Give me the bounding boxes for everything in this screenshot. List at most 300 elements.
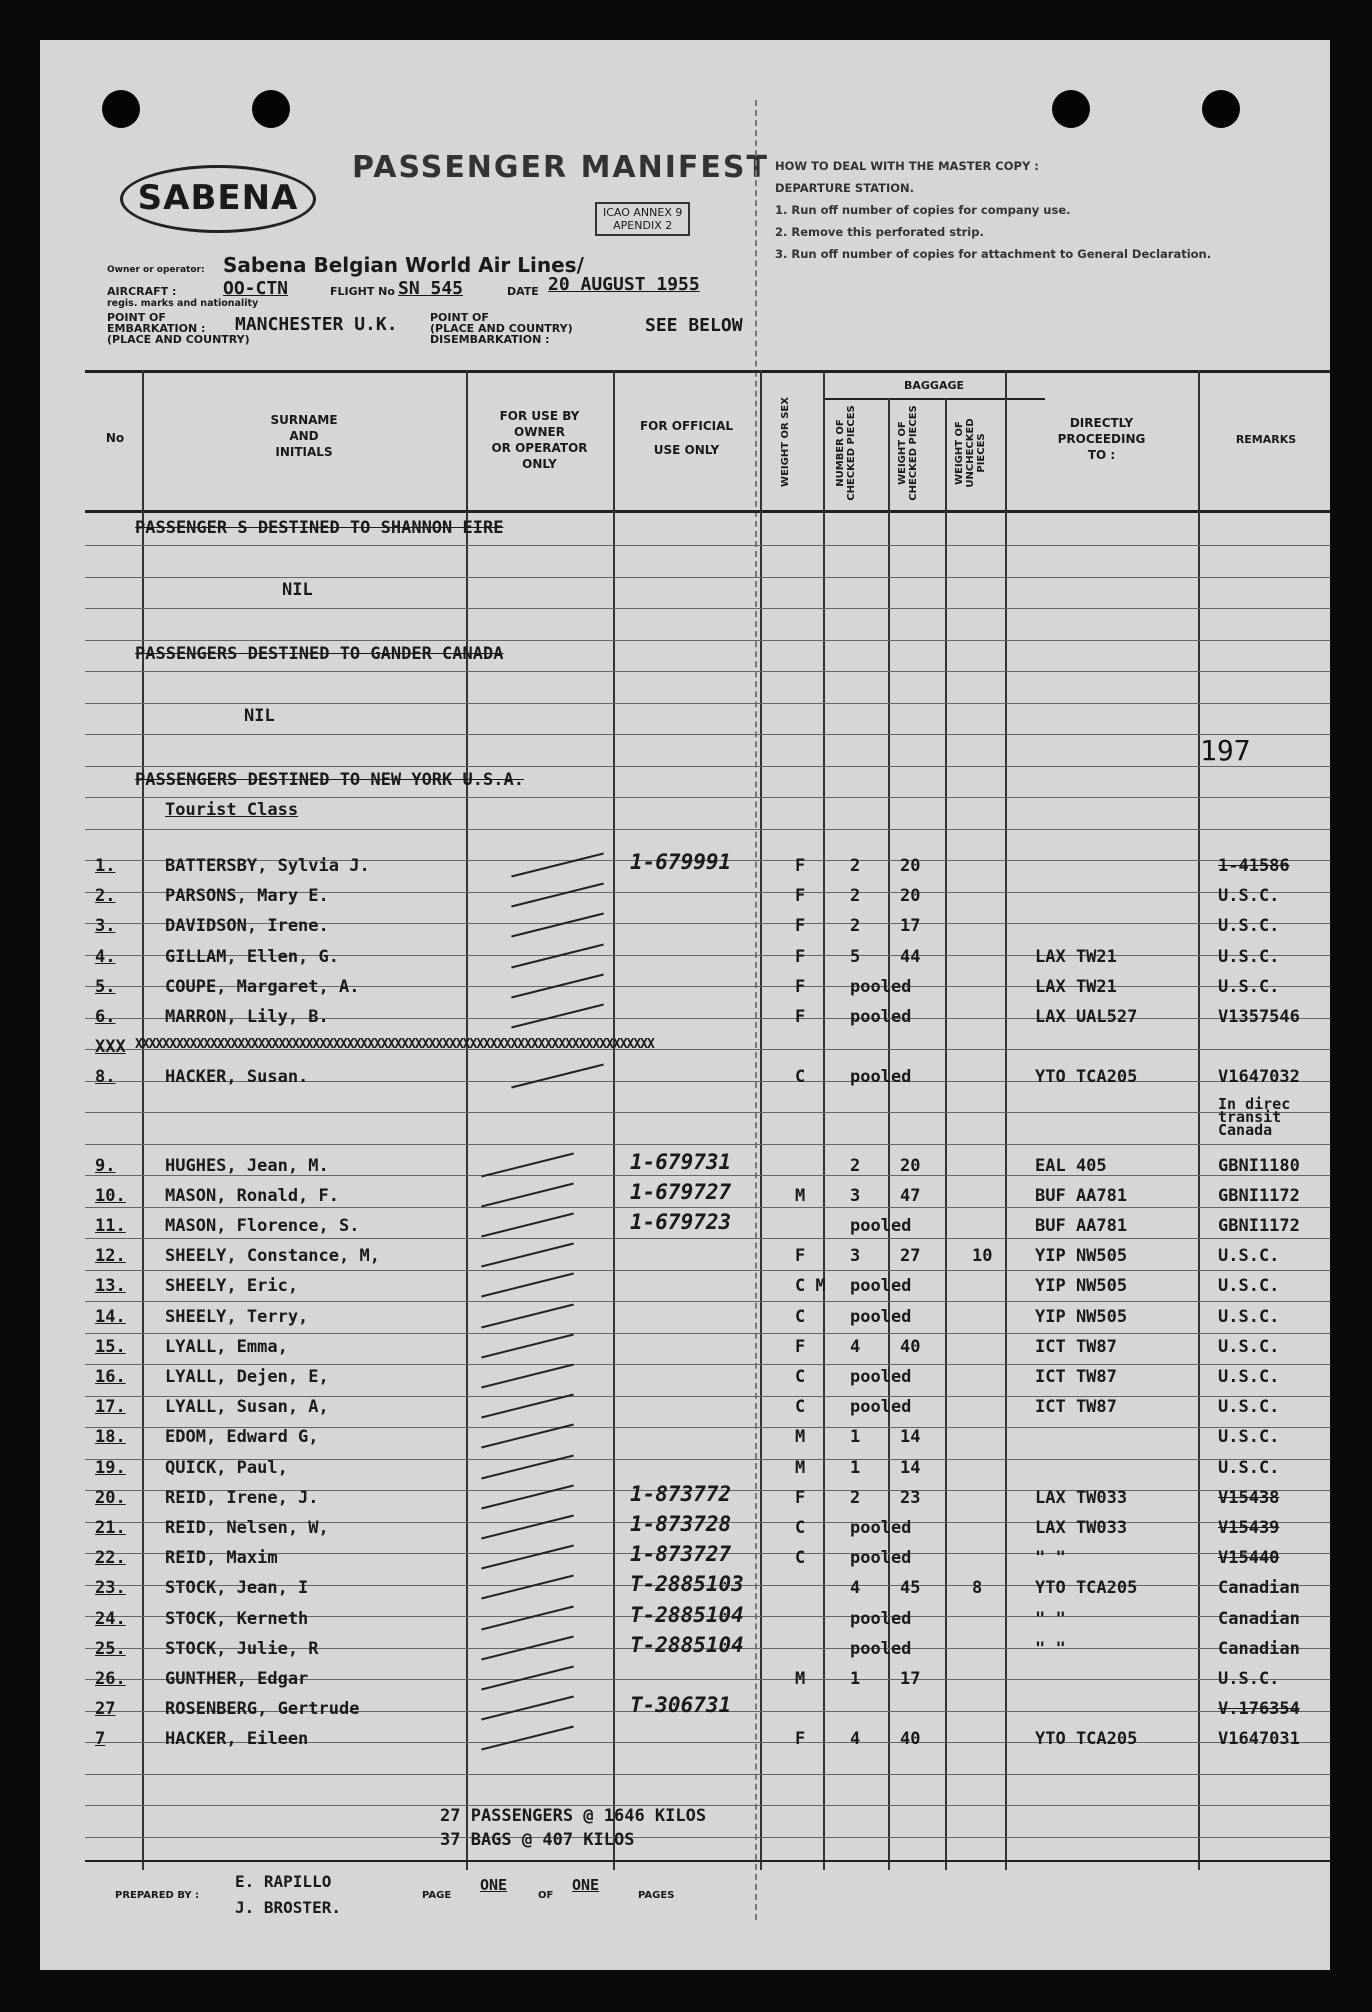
passenger-name: DAVIDSON, Irene. [165, 916, 329, 937]
remark: Canadian [1218, 1608, 1300, 1629]
owner-value: Sabena Belgian World Air Lines/ [223, 253, 584, 277]
row-number: 1. [95, 856, 116, 876]
checked-weight: 40 [900, 1729, 921, 1750]
col-header-remarks: REMARKS [1235, 433, 1297, 446]
instructions [775, 155, 1211, 265]
ticket-number: 1-873727 [630, 1542, 732, 1567]
passenger-name: QUICK, Paul, [165, 1457, 288, 1478]
proceeding-to: LAX UAL527 [1035, 1007, 1138, 1027]
weight-or-sex: C [795, 1548, 806, 1569]
row-rule [85, 1805, 1330, 1806]
check-mark [481, 1424, 574, 1449]
check-mark [511, 1004, 604, 1029]
proceeding-to: ICT TW87 [1035, 1367, 1117, 1387]
check-mark [481, 1303, 574, 1328]
weight-or-sex: F [795, 946, 806, 967]
weight-or-sex: C [795, 1367, 806, 1387]
col-header-official [613, 418, 760, 458]
proceeding-to: " " [1035, 1638, 1066, 1659]
check-mark [481, 1213, 574, 1238]
table-row [40, 1063, 1330, 1093]
col-header-line: DIRECTLY [1069, 416, 1134, 430]
ticket-number: 1-679991 [630, 850, 732, 874]
passenger-name: MARRON, Lily, B. [165, 1007, 329, 1027]
row-rule [85, 577, 1330, 578]
checked-weight: 14 [900, 1457, 921, 1478]
weight-or-sex: C [795, 1306, 806, 1327]
table-row [40, 1242, 1330, 1272]
col-header-line: AND [289, 429, 319, 443]
check-mark [481, 1484, 574, 1509]
table-row [40, 1423, 1330, 1453]
checked-pieces: 1 [850, 1457, 861, 1478]
footer-line [85, 1860, 1330, 1862]
prepared-name: E. RAPILLO [235, 1872, 332, 1891]
table-row [40, 1179, 1330, 1212]
checked-pieces: 1 [850, 1427, 861, 1448]
row-number: 24. [95, 1608, 126, 1629]
prepared-label: PREPARED BY : [115, 1890, 200, 1901]
checked-pieces: 4 [850, 1729, 861, 1750]
proceeding-to: ICT TW87 [1035, 1397, 1117, 1418]
check-mark [481, 1333, 574, 1358]
row-number: 19. [95, 1457, 126, 1478]
ticket-number: T-2885104 [630, 1602, 744, 1627]
remark: V1647031 [1218, 1729, 1300, 1750]
passenger-name: STOCK, Julie, R [165, 1638, 319, 1659]
proceeding-to: LAX TW21 [1035, 946, 1117, 967]
remark: U.S.C. [1218, 1457, 1280, 1478]
disembark-label [430, 312, 573, 345]
proceeding-to: BUF AA781 [1035, 1185, 1128, 1206]
page-title: PASSENGER MANIFEST [352, 150, 769, 185]
row-rule [85, 1837, 1330, 1838]
checked-pieces: pooled [850, 1638, 912, 1659]
table-row [40, 1363, 1330, 1393]
passenger-name: STOCK, Jean, I [165, 1578, 309, 1599]
passenger-name: SHEELY, Terry, [165, 1306, 309, 1327]
weight-or-sex: M [795, 1427, 806, 1448]
annex-line: APENDIX 2 [613, 219, 673, 232]
passenger-name: MASON, Ronald, F. [165, 1185, 339, 1206]
instruction-item: 1. Run off number of copies for company use. [775, 203, 1071, 217]
remark: GBNI1172 [1218, 1216, 1300, 1236]
passenger-name: MASON, Florence, S. [165, 1216, 360, 1236]
proceeding-to: LAX TW21 [1035, 976, 1117, 997]
section-shannon-nil: NIL [282, 580, 313, 600]
row-number: 23. [95, 1578, 126, 1599]
ticket-number: T-2885104 [630, 1632, 744, 1657]
check-mark [511, 973, 604, 998]
checked-pieces: 1 [850, 1669, 861, 1689]
checked-pieces: pooled [850, 1306, 912, 1327]
checked-weight: 14 [900, 1427, 921, 1448]
table-row [40, 852, 1330, 882]
remark: U.S.C. [1218, 976, 1280, 997]
checked-pieces: 2 [850, 1487, 861, 1508]
check-mark [511, 1064, 604, 1089]
proceeding-to: YIP NW505 [1035, 1276, 1128, 1297]
embark-label-line: EMBARKATION : [107, 322, 206, 335]
checked-weight: 23 [900, 1487, 921, 1508]
row-number: XXX [95, 1037, 126, 1058]
check-mark [481, 1696, 574, 1721]
col-header-line: OWNER [514, 425, 565, 439]
table-row [40, 1454, 1330, 1484]
weight-or-sex: F [795, 976, 806, 997]
check-mark [481, 1726, 574, 1751]
col-header-line: TO : [1087, 448, 1116, 462]
proceeding-to: LAX TW033 [1035, 1518, 1128, 1538]
row-number: 18. [95, 1427, 126, 1448]
check-mark [511, 913, 604, 938]
proceeding-to: " " [1035, 1608, 1066, 1629]
totals-bags: 37 BAGS @ 407 KILOS [440, 1830, 635, 1850]
weight-or-sex: F [795, 1336, 806, 1357]
annex-line: ICAO ANNEX 9 [603, 206, 683, 219]
col-header-baggage: BAGGAGE [903, 379, 964, 392]
weight-or-sex: C [795, 1397, 806, 1418]
remark: V15438 [1218, 1487, 1280, 1508]
ticket-number: 1-873728 [630, 1512, 732, 1536]
row-number: 22. [95, 1548, 126, 1569]
check-mark [481, 1635, 574, 1660]
table-top-line [85, 370, 1330, 373]
checked-pieces: 2 [850, 856, 861, 876]
passenger-name: XXXXXXXXXXXXXXXXXXXXXXXXXXXXXXXXXXXXXXXXXXXXXXXXXXXXXXXXXXXXXXXXXXXXXXXXXXXX [135, 1037, 654, 1053]
checked-pieces: pooled [850, 1518, 912, 1538]
checked-pieces: pooled [850, 1276, 912, 1297]
passenger-name: HUGHES, Jean, M. [165, 1155, 329, 1176]
checked-weight: 40 [900, 1336, 921, 1357]
owner-label: Owner or operator: [107, 265, 205, 275]
checked-pieces: pooled [850, 1067, 912, 1088]
of-label: OF [538, 1890, 554, 1901]
weight-or-sex: F [795, 1729, 806, 1750]
col-header-line: PROCEEDING [1057, 432, 1146, 446]
disembark-label-line: DISEMBARKATION : [430, 333, 550, 346]
page-label: PAGE [422, 1890, 452, 1901]
remark: Canadian [1218, 1578, 1300, 1599]
row-number: 21. [95, 1518, 126, 1538]
table-row [40, 1544, 1330, 1574]
row-number: 8. [95, 1067, 116, 1088]
row-number: 2. [95, 886, 116, 907]
table-row [40, 1481, 1330, 1514]
row-number: 3. [95, 916, 116, 937]
passenger-name: PARSONS, Mary E. [165, 886, 329, 907]
remark: V.176354 [1218, 1699, 1300, 1720]
ticket-number: T-2885103 [630, 1572, 744, 1597]
check-mark [481, 1666, 574, 1691]
col-header-line: ONLY [522, 457, 557, 471]
checked-weight: 20 [900, 1155, 921, 1176]
remark: GBNI1180 [1218, 1155, 1300, 1176]
passenger-name: SHEELY, Eric, [165, 1276, 299, 1297]
table-row [40, 1333, 1330, 1363]
embark-label-line: POINT OF [107, 311, 166, 324]
remark: V15439 [1218, 1518, 1280, 1538]
baggage-divider [823, 398, 1045, 400]
checked-pieces: 4 [850, 1578, 861, 1599]
col-header-no: No [105, 431, 125, 445]
table-row [40, 1003, 1330, 1033]
punch-hole [1052, 90, 1090, 128]
proceeding-to: BUF AA781 [1035, 1216, 1128, 1236]
proceeding-to: YTO TCA205 [1035, 1729, 1138, 1750]
passenger-name: REID, Nelsen, W, [165, 1518, 329, 1538]
remark: V1647032 [1218, 1067, 1300, 1088]
unchecked-weight: 10 [972, 1246, 993, 1267]
checked-weight: 17 [900, 1669, 921, 1689]
col-header-line: FOR USE BY [499, 409, 580, 423]
remark: In direc transit Canada [1218, 1094, 1291, 1139]
checked-pieces: 2 [850, 916, 861, 937]
checked-weight: 27 [900, 1246, 921, 1267]
table-row [40, 912, 1330, 942]
flight-label: FLIGHT No [330, 285, 395, 298]
aircraft-value: OO-CTN [223, 278, 289, 299]
row-number: 15. [95, 1336, 126, 1357]
passenger-name: BATTERSBY, Sylvia J. [165, 856, 370, 876]
check-mark [481, 1515, 574, 1540]
checked-weight: 47 [900, 1185, 921, 1206]
disembark-label-line: (PLACE AND COUNTRY) [430, 322, 573, 335]
row-rule [85, 1144, 1330, 1145]
proceeding-to: YIP NW505 [1035, 1246, 1128, 1267]
row-rule [85, 1774, 1330, 1775]
proceeding-to: YTO TCA205 [1035, 1578, 1138, 1599]
proceeding-to: YIP NW505 [1035, 1306, 1128, 1327]
checked-pieces: pooled [850, 976, 912, 997]
check-mark [511, 853, 604, 878]
row-number: 20. [95, 1487, 126, 1508]
col-header-checked-pieces: NUMBER OF CHECKED PIECES [835, 405, 857, 501]
page-value: ONE [480, 1876, 508, 1894]
remark: Canadian [1218, 1638, 1300, 1659]
passenger-name: GILLAM, Ellen, G. [165, 946, 339, 967]
row-rule [85, 703, 1330, 704]
passenger-name: STOCK, Kerneth [165, 1608, 309, 1629]
weight-or-sex: F [795, 886, 806, 907]
remark: U.S.C. [1218, 1669, 1280, 1689]
check-mark [481, 1273, 574, 1298]
table-row [40, 1272, 1330, 1302]
unchecked-weight: 8 [972, 1578, 983, 1599]
passenger-name: REID, Irene, J. [165, 1487, 319, 1508]
passenger-name: COUPE, Margaret, A. [165, 976, 360, 997]
remark: U.S.C. [1218, 1336, 1280, 1357]
flight-value: SN 545 [398, 278, 464, 299]
section-shannon: PASSENGER S DESTINED TO SHANNON EIRE [135, 518, 504, 538]
checked-pieces: 2 [850, 1155, 861, 1176]
row-number: 26. [95, 1669, 126, 1689]
weight-or-sex: C M [795, 1276, 826, 1297]
ticket-number: T-306731 [630, 1693, 732, 1718]
col-header-unchecked-weight: WEIGHT OF UNCHECKED PIECES [954, 418, 987, 488]
row-number: 27 [95, 1699, 116, 1720]
weight-or-sex: C [795, 1518, 806, 1538]
remark: V1357546 [1218, 1007, 1300, 1027]
col-header-proceeding [1005, 415, 1198, 463]
row-number: 11. [95, 1216, 126, 1236]
check-mark [511, 883, 604, 908]
row-number: 6. [95, 1007, 116, 1027]
remark: U.S.C. [1218, 886, 1280, 907]
page-number-stamp: 197 [1200, 734, 1251, 767]
checked-weight: 20 [900, 856, 921, 876]
passenger-name: SHEELY, Constance, M, [165, 1246, 380, 1267]
row-number: 9. [95, 1155, 116, 1176]
section-newyork: PASSENGERS DESTINED TO NEW YORK U.S.A. [135, 770, 524, 790]
proceeding-to: LAX TW033 [1035, 1487, 1128, 1508]
col-header-line: SURNAME [270, 413, 338, 427]
checked-pieces: 2 [850, 886, 861, 907]
row-number: 5. [95, 976, 116, 997]
col-header-owner [466, 408, 613, 472]
annex-box [595, 202, 690, 236]
weight-or-sex: M [795, 1669, 806, 1689]
remark: U.S.C. [1218, 1367, 1280, 1387]
section-gander-nil: NIL [244, 706, 275, 726]
col-header-surname [142, 412, 466, 460]
table-row [40, 1574, 1330, 1604]
col-header-checked-weight: WEIGHT OF CHECKED PIECES [897, 405, 919, 501]
checked-pieces: pooled [850, 1216, 912, 1236]
instructions-station: DEPARTURE STATION. [775, 181, 915, 195]
row-number: 10. [95, 1185, 126, 1206]
table-row [40, 973, 1330, 1003]
table-row [40, 1725, 1330, 1755]
date-value: 20 AUGUST 1955 [548, 274, 700, 295]
instruction-item: 3. Run off number of copies for attachment to General Declaration. [775, 247, 1212, 261]
punch-hole [102, 90, 140, 128]
remark: U.S.C. [1218, 916, 1280, 937]
aircraft-sublabel: regis. marks and nationality [107, 298, 259, 309]
remark: U.S.C. [1218, 1397, 1280, 1418]
passenger-name: GUNTHER, Edgar [165, 1669, 309, 1689]
punch-hole [252, 90, 290, 128]
row-number: 13. [95, 1276, 126, 1297]
row-number: 17. [95, 1397, 126, 1418]
totals-passengers: 27 PASSENGERS @ 1646 KILOS [440, 1806, 707, 1826]
remark: U.S.C. [1218, 1246, 1280, 1267]
row-number: 16. [95, 1367, 126, 1387]
col-header-line: FOR OFFICIAL [639, 419, 734, 433]
table-row [40, 1094, 1330, 1139]
passenger-name: LYALL, Susan, A, [165, 1397, 329, 1418]
check-mark [481, 1364, 574, 1389]
row-number: 7 [95, 1729, 106, 1750]
checked-pieces: pooled [850, 1397, 912, 1418]
table-row [40, 882, 1330, 912]
checked-pieces: 3 [850, 1185, 861, 1206]
passenger-name: EDOM, Edward G, [165, 1427, 319, 1448]
col-header-line: OR OPERATOR [491, 441, 588, 455]
checked-weight: 20 [900, 886, 921, 907]
ticket-number: 1-679723 [630, 1210, 732, 1234]
disembark-value: SEE BELOW [645, 315, 743, 336]
of-value: ONE [572, 1876, 600, 1894]
proceeding-to: ICT TW87 [1035, 1336, 1117, 1357]
row-number: 25. [95, 1638, 126, 1659]
checked-weight: 44 [900, 946, 921, 967]
check-mark [481, 1243, 574, 1268]
embark-label [107, 312, 250, 345]
weight-or-sex: F [795, 1487, 806, 1508]
embark-label-line: (PLACE AND COUNTRY) [107, 333, 250, 346]
row-rule [85, 829, 1330, 830]
weight-or-sex: C [795, 1067, 806, 1088]
check-mark [481, 1454, 574, 1479]
passenger-name: LYALL, Dejen, E, [165, 1367, 329, 1387]
table-row [40, 1303, 1330, 1333]
row-rule [85, 671, 1330, 672]
sabena-logo: SABENA [120, 165, 316, 233]
remark: GBNI1172 [1218, 1185, 1300, 1206]
row-number: 4. [95, 946, 116, 967]
row-rule [85, 608, 1330, 609]
table-header-line [85, 510, 1330, 513]
remark: U.S.C. [1218, 1306, 1280, 1327]
row-number: 12. [95, 1246, 126, 1267]
check-mark [481, 1394, 574, 1419]
table-row [40, 1602, 1330, 1635]
checked-pieces: 3 [850, 1246, 861, 1267]
table-row [40, 1212, 1330, 1242]
table-row [40, 1033, 1330, 1063]
instruction-item: 2. Remove this perforated strip. [775, 225, 984, 239]
passenger-name: LYALL, Emma, [165, 1336, 288, 1357]
checked-pieces: pooled [850, 1007, 912, 1027]
table-row [40, 1665, 1330, 1695]
passenger-name: HACKER, Eileen [165, 1729, 309, 1750]
proceeding-to: EAL 405 [1035, 1155, 1107, 1176]
disembark-label-line: POINT OF [430, 311, 489, 324]
table-row [40, 1514, 1330, 1544]
embark-value: MANCHESTER U.K. [235, 314, 398, 335]
check-mark [481, 1545, 574, 1570]
prepared-name: J. BROSTER. [235, 1898, 341, 1917]
weight-or-sex: M [795, 1457, 806, 1478]
col-header-line: INITIALS [275, 445, 333, 459]
table-row [40, 1149, 1330, 1182]
remark: 1-41586 [1218, 856, 1290, 876]
ticket-number: 1-873772 [630, 1481, 732, 1506]
remark: U.S.C. [1218, 946, 1280, 967]
remark: V15440 [1218, 1548, 1280, 1569]
check-mark [481, 1182, 574, 1207]
weight-or-sex: F [795, 1007, 806, 1027]
table-row [40, 1632, 1330, 1665]
checked-weight: 17 [900, 916, 921, 937]
checked-pieces: 4 [850, 1336, 861, 1357]
checked-pieces: pooled [850, 1608, 912, 1629]
table-row [40, 1695, 1330, 1725]
passenger-name: REID, Maxim [165, 1548, 278, 1569]
row-rule [85, 545, 1330, 546]
proceeding-to: " " [1035, 1548, 1066, 1569]
date-label: DATE [507, 285, 539, 298]
table-row [40, 943, 1330, 973]
remark: U.S.C. [1218, 1427, 1280, 1448]
remark: U.S.C. [1218, 1276, 1280, 1297]
checked-pieces: pooled [850, 1367, 912, 1387]
row-rule [85, 640, 1330, 641]
pages-label: PAGES [638, 1890, 675, 1901]
row-rule [85, 766, 1330, 767]
col-header-line: USE ONLY [653, 443, 720, 457]
